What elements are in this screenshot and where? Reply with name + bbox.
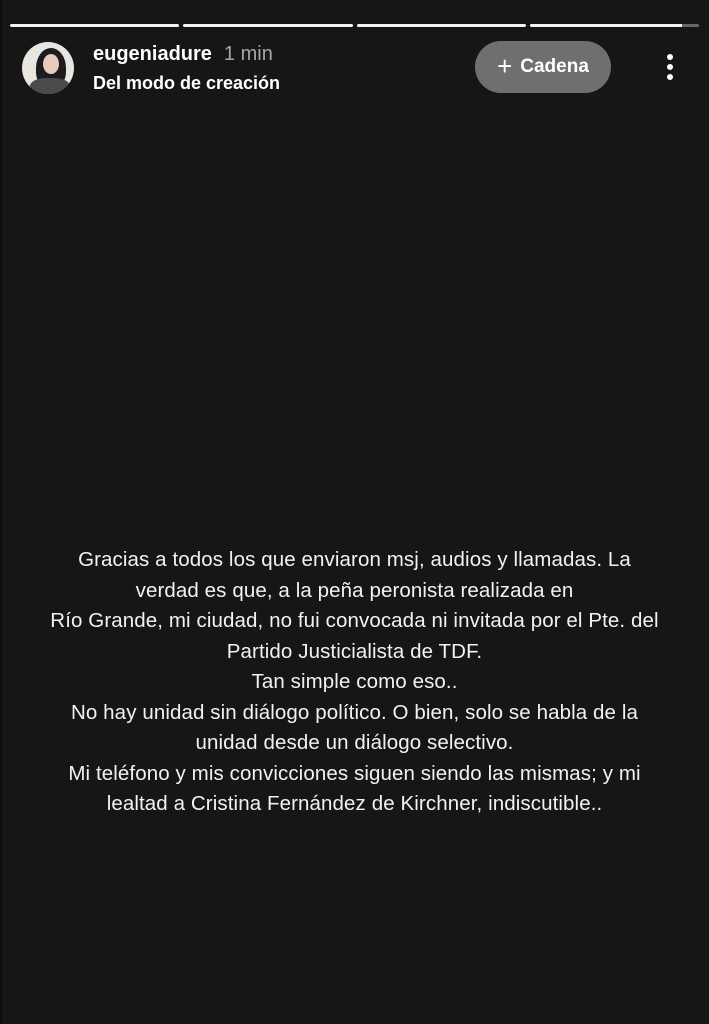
more-vertical-icon (667, 64, 673, 70)
story-text-line: lealtad a Cristina Fernández de Kirchner, indiscutible.. (106, 792, 603, 815)
more-vertical-icon (667, 54, 673, 60)
story-text-line: Río Grande, mi ciudad, no fui convocada ni invitada por el Pte. del (50, 609, 659, 632)
more-options-button[interactable] (656, 50, 684, 84)
avatar-shirt (30, 78, 70, 94)
meta-top-row (93, 43, 280, 66)
username[interactable]: eugeniadure (93, 42, 212, 65)
more-vertical-icon (667, 74, 673, 80)
chain-button[interactable] (475, 41, 611, 93)
story-text-line: Gracias a todos los que enviaron msj, audios y llamadas. La (78, 548, 631, 571)
progress-segment (357, 24, 526, 27)
post-time: 1 min (223, 42, 273, 65)
story-source-label[interactable]: Del modo de creación (93, 72, 281, 93)
screen-edge (0, 0, 2, 1024)
story-text-line: Mi teléfono y mis convicciones siguen siendo las mismas; y mi (68, 761, 641, 785)
progress-fill (530, 24, 682, 27)
story-meta (93, 43, 280, 94)
story-text (10, 545, 699, 820)
avatar[interactable] (22, 42, 74, 94)
progress-segment (10, 24, 179, 27)
progress-segment (183, 24, 352, 27)
story-header (22, 42, 280, 94)
progress-segment (530, 24, 699, 27)
chain-button-label: Cadena (520, 56, 589, 77)
progress-fill (10, 24, 179, 27)
story-text-line: Partido Justicialista de TDF. (226, 639, 483, 663)
avatar-face (43, 54, 59, 74)
story-text-line: verdad es que, a la peña peronista realizada en (135, 578, 574, 602)
progress-fill (183, 24, 352, 27)
story-text-line: No hay unidad sin diálogo político. O bien, solo se habla de la (70, 700, 638, 724)
story-progress-bar (10, 24, 699, 27)
story-text-line: Tan simple como eso.. (251, 670, 458, 693)
plus-icon: + (497, 51, 513, 81)
progress-fill (357, 24, 526, 27)
story-text-line: unidad desde un diálogo selectivo. (195, 731, 514, 754)
